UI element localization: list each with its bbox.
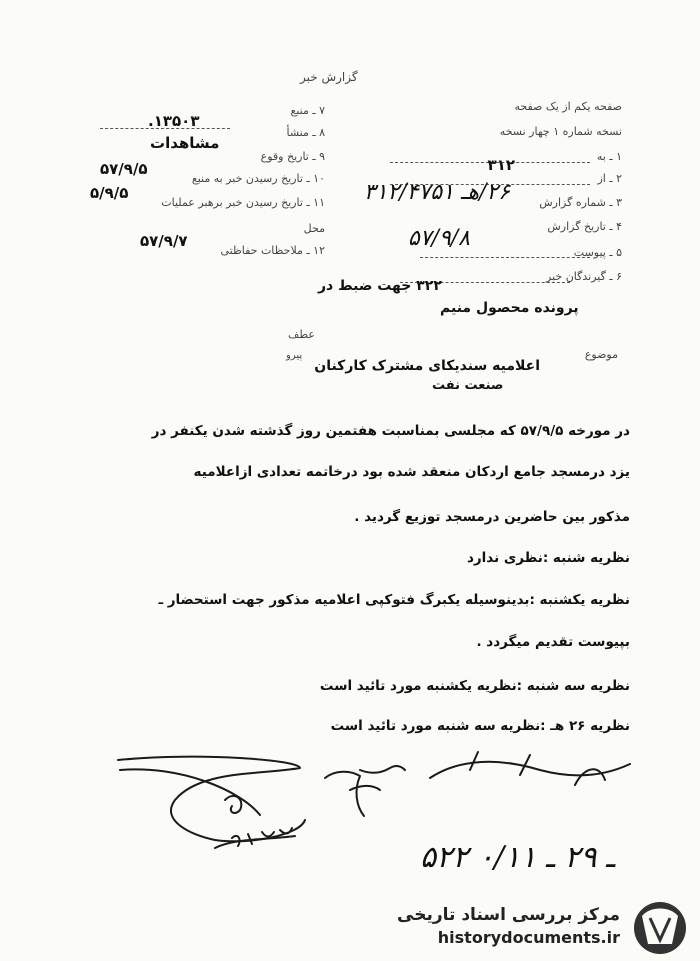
field-report-number-label: ۳ ـ شماره گزارش — [539, 196, 622, 209]
field-report-number-value: ۲۶/هـ ۳۱۲/۴۷۵۱ — [363, 180, 510, 205]
field-received-by-source-label: ۱۰ ـ تاریخ رسیدن خبر به منبع — [191, 172, 325, 185]
field-location-label: محل — [303, 222, 325, 235]
watermark-url: historydocuments.ir — [437, 928, 620, 947]
field-occurrence-date-label: ۹ ـ تاریخ وقوع — [260, 150, 325, 163]
field-report-date-label: ۴ ـ تاریخ گزارش — [547, 220, 622, 233]
watermark-title: مرکز بررسی اسناد تاریخی — [397, 905, 620, 925]
field-attachment-label: ۵ ـ پیوست — [573, 246, 622, 259]
field-origin-label: ۸ ـ منشأ — [286, 126, 325, 139]
subject-annotation-side: پیرو — [286, 350, 303, 361]
subject-title-line2: صنعت نفت — [432, 378, 504, 393]
filing-note-line1: ۳۲۲ جهت ضبط در — [318, 278, 442, 294]
body-line: یزد درمسجد جامع اردکان منعقد شده بود درخاتمه تعدادی ازاعلامیه — [193, 464, 630, 480]
subject-title-line1: اعلامیه سندیکای مشترک کارکنان — [314, 358, 540, 374]
field-from-label: ۲ ـ از — [597, 172, 622, 185]
body-line: نظریه سه شنبه :نظریه یکشنبه مورد تائید است — [319, 678, 630, 694]
subject-annotation-above: عطف — [288, 328, 315, 341]
filing-note-line2: پرونده محصول منیم — [440, 300, 579, 316]
subject-label: موضوع — [584, 348, 618, 361]
field-to-label: ۱ ـ به — [596, 150, 622, 163]
field-report-date-value: ۵۷/۹/۸ — [407, 226, 470, 251]
field-security-notes-label: ۱۲ ـ ملاحظات حفاظتی — [220, 244, 325, 257]
field-origin-value: مشاهدات — [150, 134, 220, 152]
top-title: گزارش خبر — [300, 70, 358, 84]
body-line: در مورخه ۵۷/۹/۵ که مجلسی بمناسبت هفتمین روز گذشته شدن یکنفر در — [151, 423, 630, 439]
field-page-count: صفحه یکم از یک صفحه — [514, 100, 622, 113]
body-line: مذکور بین حاضرین درمسجد توزیع گردید . — [354, 509, 630, 525]
field-occurrence-date-value: ۵۷/۹/۵ — [100, 160, 148, 178]
field-security-notes-value: ۵۷/۹/۷ — [140, 232, 188, 250]
field-received-by-leader-label: ۱۱ ـ تاریخ رسیدن خبر برهبر عملیات — [161, 196, 325, 209]
handwritten-code: ۵۲۲ ـ ۲۹ ـ ۰/۱۱ — [420, 840, 615, 875]
body-line: نظریه ۲۶ هـ :نظریه سه شنبه مورد تائید است — [330, 718, 630, 734]
field-received-by-leader-value: ۵/۹/۵ — [90, 184, 129, 202]
field-source-value: ۱۳۵۰۳. — [148, 112, 200, 130]
field-copy-number: نسخه شماره ۱ چهار نسخه — [499, 125, 622, 138]
field-source-label: ۷ ـ منبع — [290, 104, 325, 117]
body-line: نظریه شنبه :نظری ندارد — [466, 550, 630, 566]
field-recipients-label: ۶ ـ گیرندگان خبر — [546, 270, 622, 283]
field-from-value: ۳۱۲ — [487, 156, 515, 174]
body-line: نظریه یکشنبه :بدینوسیله یکبرگ فتوکپی اعلامیه مذکور جهت استحضار ـ — [158, 592, 630, 608]
body-line: بپیوست تقدیم میگردد . — [476, 634, 630, 650]
